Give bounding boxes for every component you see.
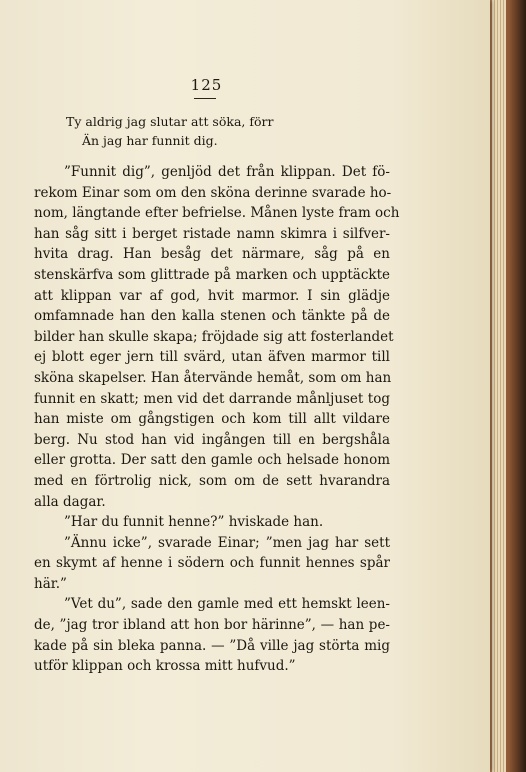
text-line: han miste om gångstigen och kom till allt vildare xyxy=(34,411,390,428)
page-number-rule xyxy=(194,98,216,99)
text-line: ej blott eger jern till svärd, utan äfven marmor till xyxy=(34,349,390,366)
text-line: de, ”jag tror ibland att hon bor härinne”, — han pe- xyxy=(34,617,390,634)
text-line: kade på sin bleka panna. — ”Då ville jag störta mig xyxy=(34,637,390,654)
text-line: rekom Einar som om den sköna derinne svarade ho- xyxy=(34,184,392,201)
text-line: omfamnade han den kalla stenen och tänkte på de xyxy=(34,308,390,325)
body-text xyxy=(34,162,400,677)
verse-block xyxy=(66,112,273,150)
text-line: ”Har du funnit henne?” hviskade han. xyxy=(64,514,324,531)
text-line: bilder han skulle skapa; fröjdade sig att fosterlandet xyxy=(34,328,394,345)
text-line: funnit en skatt; men vid det darrande månljuset tog xyxy=(34,390,390,407)
text-line: en skymt af henne i södern och funnit hennes spår xyxy=(34,555,390,572)
text-line: sköna skapelser. Han återvände hemåt, som om han xyxy=(34,369,392,386)
text-line: stenskärfva som glittrade på marken och upptäckte xyxy=(34,266,390,283)
text-line: hvita drag. Han besåg det närmare, såg på en xyxy=(34,246,390,263)
text-line: ”Ännu icke”, svarade Einar; ”men jag har sett xyxy=(64,534,390,551)
page-edges xyxy=(492,0,506,772)
text-line: nom, längtande efter befrielse. Månen lyste fram och xyxy=(34,205,400,222)
text-line: utför klippan och krossa mitt hufvud.” xyxy=(34,658,296,675)
text-line: med en förtrolig nick, som om de sett hvarandra xyxy=(34,472,390,489)
page-number: 125 xyxy=(190,76,223,94)
text-line: ”Funnit dig”, genljöd det från klippan. Det fö- xyxy=(64,164,390,180)
text-line: alla dagar. xyxy=(34,493,106,510)
verse-line: Ty aldrig jag slutar att söka, förr xyxy=(66,114,274,129)
text-line: berg. Nu stod han vid ingången till en bergshåla xyxy=(34,431,390,448)
text-line: han såg sitt i berget ristade namn skimra i silfver- xyxy=(34,225,390,242)
text-line: ”Vet du”, sade den gamle med ett hemskt leen- xyxy=(64,596,390,613)
text-line: att klippan var af god, hvit marmor. I sin glädje xyxy=(34,287,390,304)
text-line: eller grotta. Der satt den gamle och helsade honom xyxy=(34,452,390,469)
verse-line: Än jag har funnit dig. xyxy=(82,133,218,148)
text-line: här.” xyxy=(34,575,67,592)
